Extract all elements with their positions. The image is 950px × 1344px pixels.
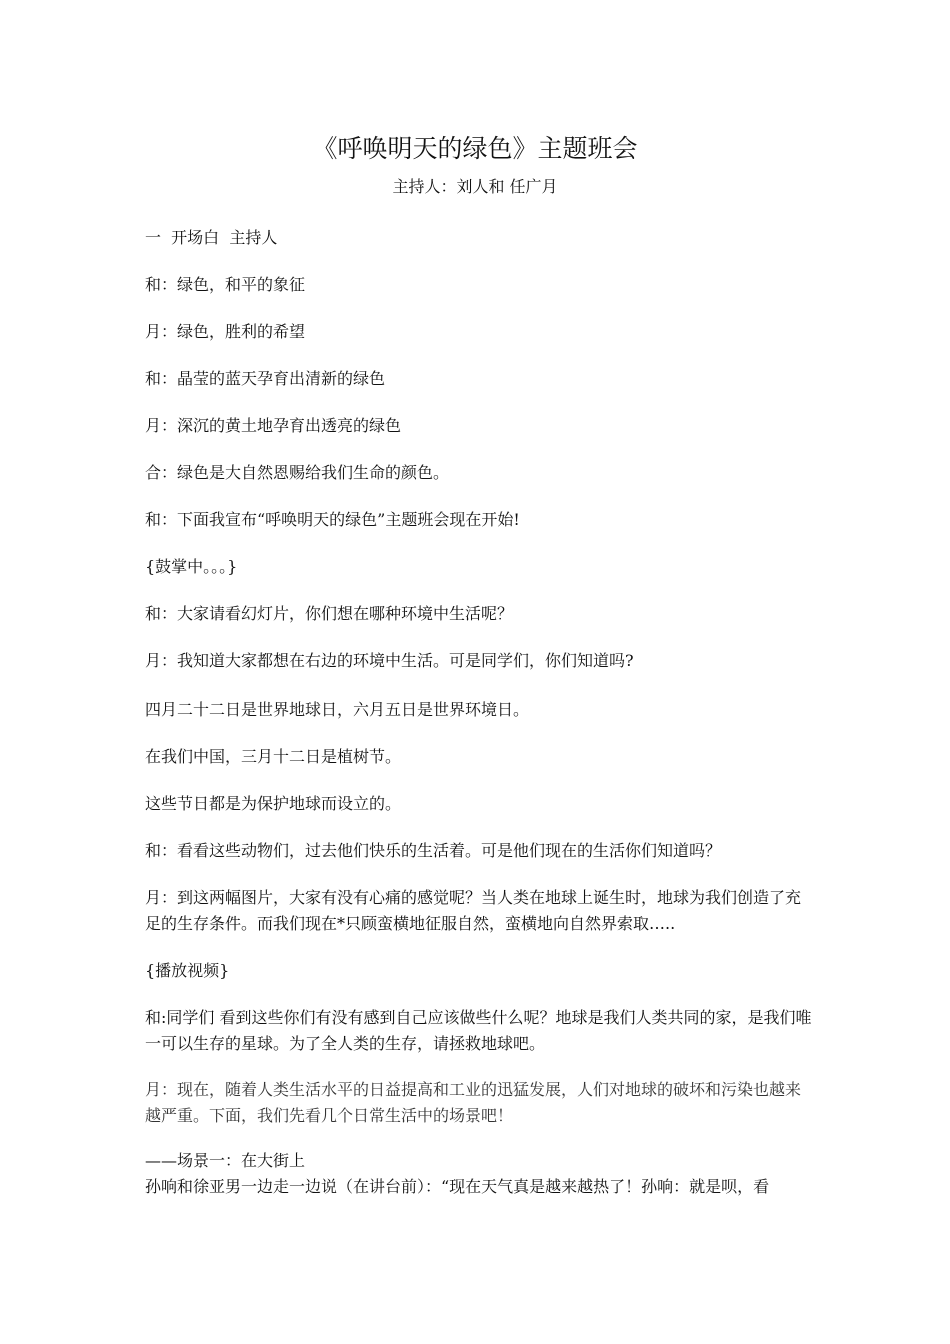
paragraph: 月：深沉的黄土地孕育出透亮的绿色 [145, 416, 402, 435]
document-title: 《呼唤明天的绿色》主题班会 [312, 134, 638, 163]
paragraph: 和：看看这些动物们，过去他们快乐的生活着。可是他们现在的生活你们知道吗？ [145, 841, 722, 860]
paragraph: 和：晶莹的蓝天孕育出清新的绿色 [145, 369, 386, 388]
paragraph: 月：绿色，胜利的希望 [145, 322, 306, 341]
document-subtitle: 主持人：刘人和 任广月 [392, 177, 558, 196]
paragraph: {鼓掌中。。。} [145, 557, 238, 576]
paragraph: 和:同学们 看到这些你们有没有感到自己应该做些什么呢？地球是我们人类共同的家，是我们唯一可以生存的星球。为了全人类的生存，请拯救地球吧。 [145, 1008, 812, 1053]
paragraph: 合：绿色是大自然恩赐给我们生命的颜色。 [145, 463, 450, 482]
paragraph: 一 开场白 主持人 [145, 228, 278, 247]
paragraph: 和：下面我宣布“呼唤明天的绿色”主题班会现在开始! [145, 510, 520, 529]
paragraph: 月：我知道大家都想在右边的环境中生活。可是同学们，你们知道吗? [145, 651, 634, 670]
paragraph: 月：到这两幅图片，大家有没有心痛的感觉呢？当人类在地球上诞生时，地球为我们创造了充足的生存条件。而我们现在*只顾蛮横地征服自然，蛮横地向自然界索取….. [145, 888, 802, 933]
paragraph: 和：绿色，和平的象征 [145, 275, 306, 294]
paragraph: 四月二十二日是世界地球日，六月五日是世界环境日。 [145, 700, 530, 719]
paragraph: {播放视频} [145, 961, 230, 980]
paragraph: 月：现在，随着人类生活水平的日益提高和工业的迅猛发展，人们对地球的破坏和污染也越来越严重。下面，我们先看几个日常生活中的场景吧！ [145, 1080, 802, 1125]
paragraph: 这些节日都是为保护地球而设立的。 [145, 794, 402, 813]
scene-heading: ——场景一：在大街上 [145, 1151, 306, 1170]
paragraph: 和：大家请看幻灯片，你们想在哪种环境中生活呢？ [145, 604, 514, 623]
paragraph: 在我们中国，三月十二日是植树节。 [145, 747, 402, 766]
paragraph: 孙响和徐亚男一边走一边说（在讲台前）：“现在天气真是越来越热了！孙响：就是呗，看 [145, 1177, 770, 1196]
